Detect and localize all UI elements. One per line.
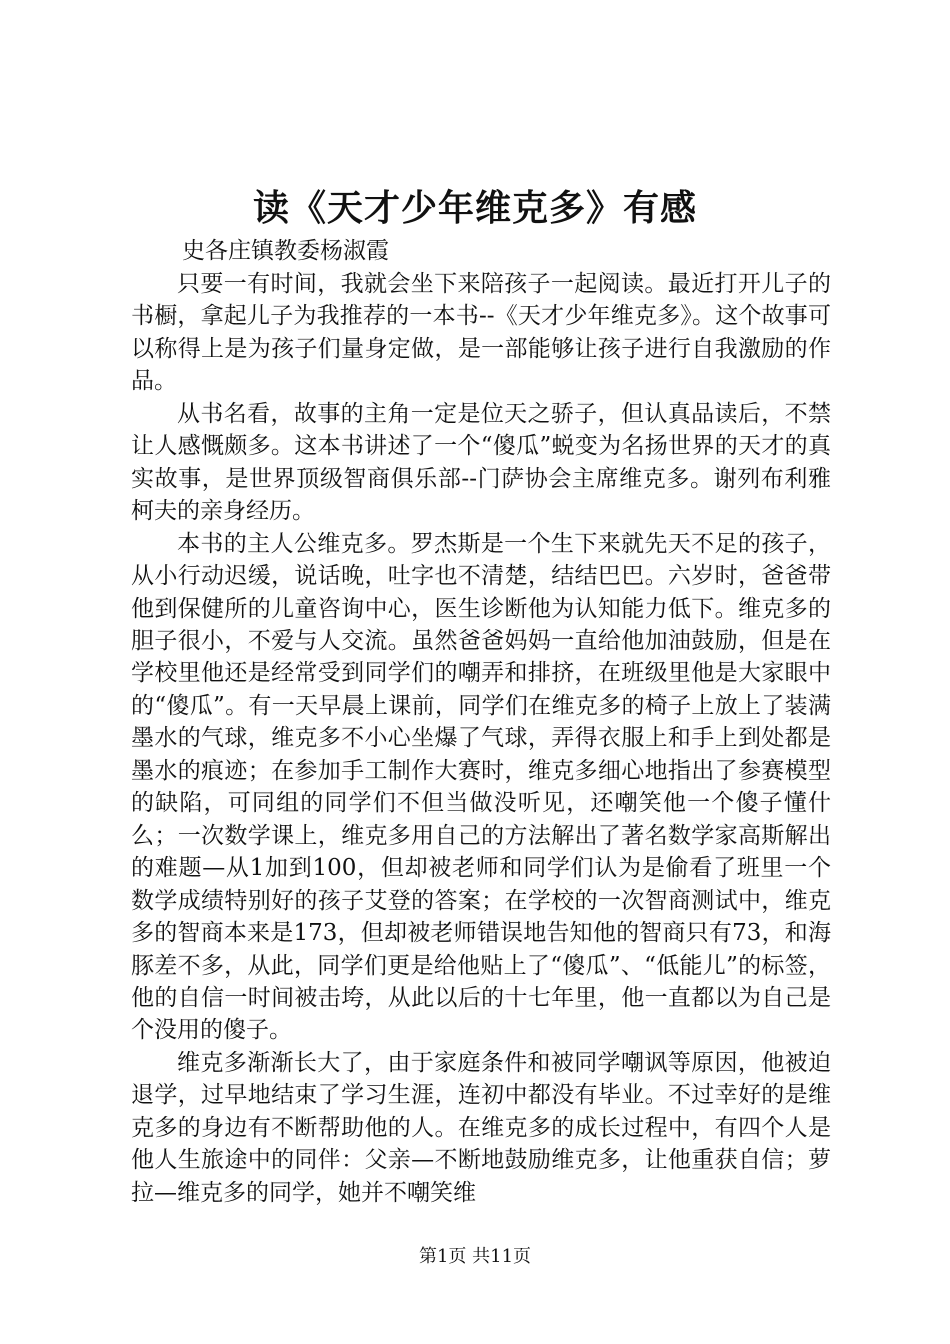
paragraph: 从书名看，故事的主角一定是位天之骄子，但认真品读后，不禁让人感慨颇多。这本书讲述了一个“傻瓜”蜕变为名扬世界的天才的真实故事，是世界顶级智商俱乐部--门萨协会主席维克多。谢列布利雅柯夫的亲身经历。 (131, 400, 831, 525)
document-title: 读《天才少年维克多》有感 (252, 187, 697, 229)
author-line: 史各庄镇教委杨淑霞 (182, 238, 389, 264)
paragraph: 维克多渐渐长大了，由于家庭条件和被同学嘲讽等原因，他被迫退学，过早地结束了学习生涯，连初中都没有毕业。不过幸好的是维克多的身边有不断帮助他的人。在维克多的成长过程中，有四个人是他人生旅途中的同伴：父亲—不断地鼓励维克多，让他重获自信；萝拉—维克多的同学，她并不嘲笑维 (131, 1049, 831, 1206)
page-footer: 第1页 共11页 (418, 1246, 532, 1267)
paragraph: 本书的主人公维克多。罗杰斯是一个生下来就先天不足的孩子，从小行动迟缓，说话晚，吐字也不清楚，结结巴巴。六岁时，爸爸带他到保健所的儿童咨询中心，医生诊断他为认知能力低下。维克多的胆子很小，不爱与人交流。虽然爸爸妈妈一直给他加油鼓励，但是在学校里他还是经常受到同学们的嘲弄和排挤，在班级里他是大家眼中的“傻瓜”。有一天早晨上课前，同学们在维克多的椅子上放上了装满墨水的气球，维克多不小心坐爆了气球，弄得衣服上和手上到处都是墨水的痕迹；在参加手工制作大赛时，维克多细心地指出了参赛模型的缺陷，可同组的同学们不但当做没听见，还嘲笑他一个傻子懂什么；一次数学课上，维克多用自己的方法解出了著名数学家高斯解出的难题—从1加到100，但却被老师和同学们认为是偷看了班里一个数学成绩特别好的孩子艾登的答案；在学校的一次智商测试中，维克多的智商本来是173，但却被老师错误地告知他的智商只有73，和海豚差不多，从此，同学们更是给他贴上了“傻瓜”、“低能儿”的标签，他的自信一时间被击垮，从此以后的十七年里，他一直都以为自己是个没用的傻子。 (131, 530, 831, 1044)
document-body (131, 268, 831, 1209)
paragraph: 只要一有时间，我就会坐下来陪孩子一起阅读。最近打开儿子的书橱，拿起儿子为我推荐的一本书--《天才少年维克多》。这个故事可以称得上是为孩子们量身定做，是一部能够让孩子进行自我激励的作品。 (131, 271, 831, 395)
